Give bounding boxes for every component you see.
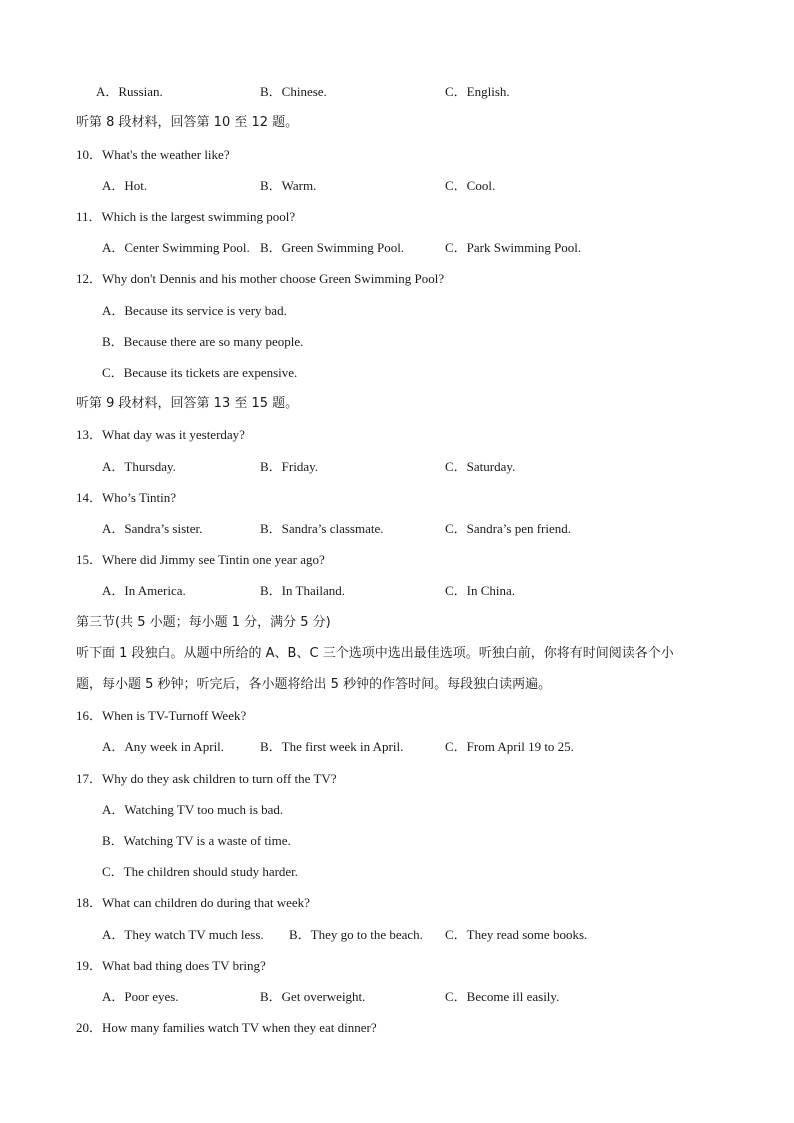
q11-option-a: A．Center Swimming Pool. xyxy=(102,240,250,255)
q14-option-a: A．Sandra’s sister. xyxy=(102,521,203,536)
q13-stem: 13．What day was it yesterday? xyxy=(76,427,245,442)
q16-option-a: A．Any week in April. xyxy=(102,739,225,754)
q15-stem: 15．Where did Jimmy see Tintin one year ago? xyxy=(76,552,325,567)
q16-option-b: B．The first week in April. xyxy=(260,739,404,754)
q19-option-a: A．Poor eyes. xyxy=(102,989,179,1004)
q12-option-c: C．Because its tickets are expensive. xyxy=(102,365,298,380)
q15-option-a: A．In America. xyxy=(102,583,186,598)
q14-stem: 14．Who’s Tintin? xyxy=(76,490,177,505)
q17-option-a: A．Watching TV too much is bad. xyxy=(102,802,284,817)
q15-option-c: C．In China. xyxy=(445,583,516,598)
q13-option-a: A．Thursday. xyxy=(102,459,176,474)
q17-option-c: C．The children should study harder. xyxy=(102,864,299,879)
q10-stem: 10．What's the weather like? xyxy=(76,147,230,162)
q19-stem: 19．What bad thing does TV bring? xyxy=(76,958,266,973)
q11-stem: 11．Which is the largest swimming pool? xyxy=(76,209,296,224)
q12-stem: 12．Why don't Dennis and his mother choose Green Swimming Pool? xyxy=(76,271,445,286)
q16-stem: 16．When is TV-Turnoff Week? xyxy=(76,708,247,723)
q13-option-c: C．Saturday. xyxy=(445,459,516,474)
q20-stem: 20．How many families watch TV when they eat dinner? xyxy=(76,1020,377,1035)
q13-option-b: B．Friday. xyxy=(260,459,319,474)
q11-option-b: B．Green Swimming Pool. xyxy=(260,240,405,255)
q11-option-c: C．Park Swimming Pool. xyxy=(445,240,582,255)
q12-option-a: A．Because its service is very bad. xyxy=(102,303,287,318)
part3-heading: 第三节(共 5 小题；每小题 1 分，满分 5 分) xyxy=(76,615,331,630)
q19-option-c: C．Become ill easily. xyxy=(445,989,560,1004)
part3-instructions-line2: 题，每小题 5 秒钟；听完后，各小题将给出 5 秒钟的作答时间。每段独白读两遍。 xyxy=(76,677,552,692)
q18-stem: 18．What can children do during that week? xyxy=(76,895,310,910)
q14-option-b: B．Sandra’s classmate. xyxy=(260,521,384,536)
q18-option-b: B．They go to the beach. xyxy=(289,927,423,942)
q14-option-c: C．Sandra’s pen friend. xyxy=(445,521,572,536)
section8-intro: 听第 8 段材料，回答第 10 至 12 题。 xyxy=(76,115,299,130)
q17-stem: 17．Why do they ask children to turn off the TV? xyxy=(76,771,337,786)
q18-option-a: A．They watch TV much less. xyxy=(102,927,264,942)
q12-option-b: B．Because there are so many people. xyxy=(102,334,304,349)
q9-option-b: B．Chinese. xyxy=(260,84,327,99)
q9-option-a: A．Russian. xyxy=(96,84,163,99)
q9-option-c: C．English. xyxy=(445,84,510,99)
q10-option-a: A．Hot. xyxy=(102,178,148,193)
q10-option-b: B．Warm. xyxy=(260,178,317,193)
section9-intro: 听第 9 段材料，回答第 13 至 15 题。 xyxy=(76,396,299,411)
q17-option-b: B．Watching TV is a waste of time. xyxy=(102,833,291,848)
q19-option-b: B．Get overweight. xyxy=(260,989,366,1004)
q15-option-b: B．In Thailand. xyxy=(260,583,345,598)
q16-option-c: C．From April 19 to 25. xyxy=(445,739,574,754)
part3-instructions-line1: 听下面 1 段独白。从题中所给的 A、B、C 三个选项中选出最佳选项。听独白前，你将有时间阅读各个小 xyxy=(76,646,674,661)
q10-option-c: C．Cool. xyxy=(445,178,496,193)
q18-option-c: C．They read some books. xyxy=(445,927,588,942)
